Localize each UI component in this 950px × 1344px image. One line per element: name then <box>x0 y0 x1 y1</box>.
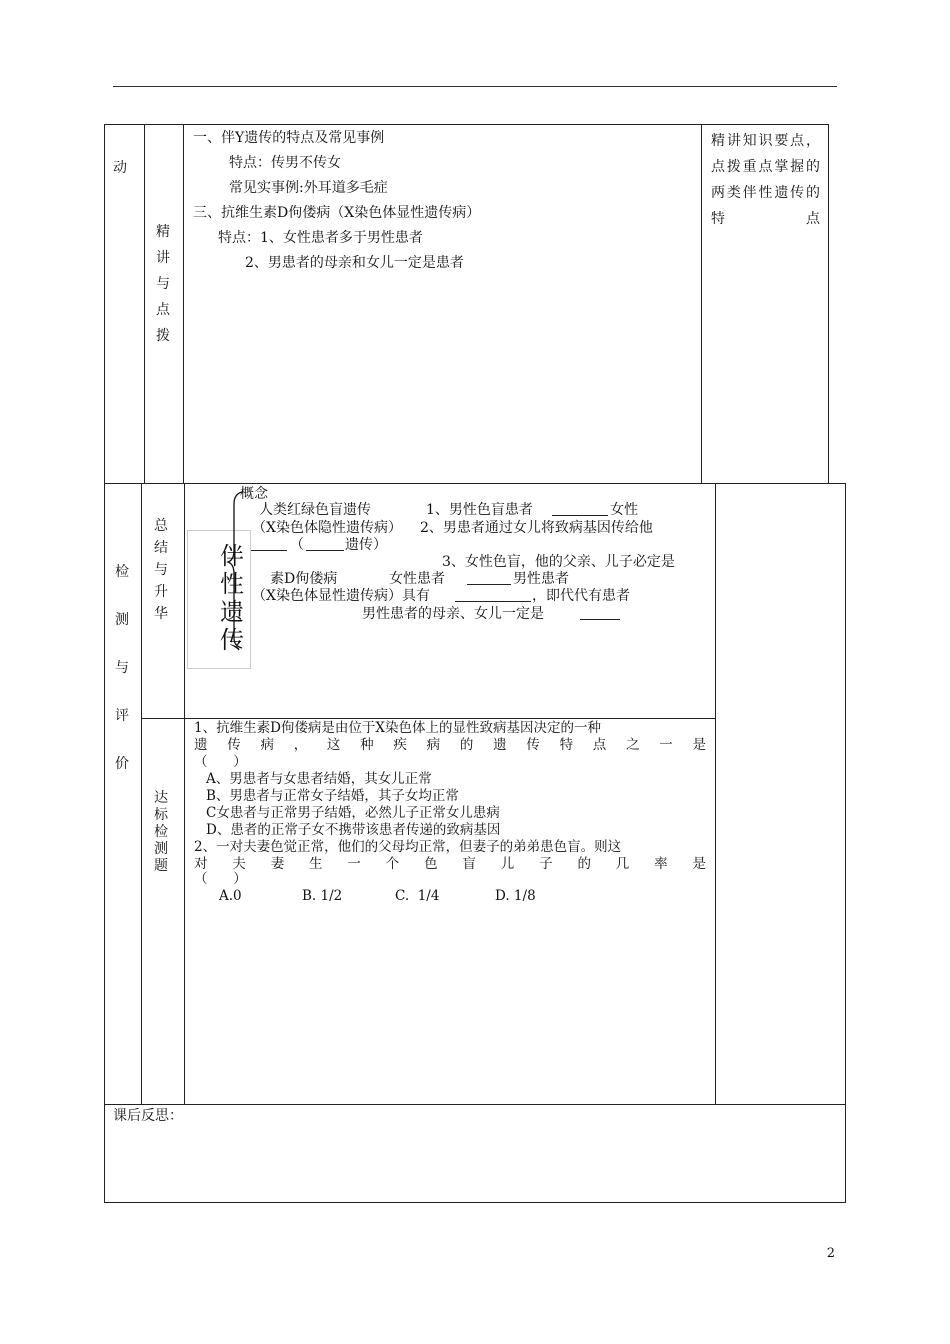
test-label: 达标检测题 <box>154 790 168 874</box>
header-rule <box>113 86 837 87</box>
section1-line: 三、抗维生素D佝偻病（X染色体显性遗传病） <box>193 205 481 221</box>
summary-label: 总结与升华 <box>154 518 168 622</box>
mindmap-row2a: （X染色体隐性遗传病） <box>252 520 402 536</box>
reflection-label: 课后反思： <box>113 1108 183 1124</box>
mindmap-row1b: 1、男性色盲患者 <box>426 502 533 518</box>
q1-text: 遗传病，这种疾病的遗传特点之一是 <box>194 737 706 753</box>
section1-line: 特点：1、女性患者多于男性患者 <box>218 230 423 246</box>
q2-option: A.0 <box>219 888 242 904</box>
mindmap-row5c: 男性患者 <box>513 571 569 587</box>
q1-option: B、男患者与正常女子结婚，其子女均正常 <box>206 788 459 804</box>
q2-text: 对夫妻生一个色盲儿子的几率是 <box>194 856 706 872</box>
q1-option: D、患者的正常子女不携带该患者传递的致病基因 <box>206 822 501 838</box>
mindmap-row5b: 女性患者 <box>389 571 445 587</box>
page-number: 2 <box>826 1246 835 1261</box>
section1-left-label: 动 <box>113 160 127 176</box>
section2-left-label: 检测与评价 <box>115 564 129 772</box>
mindmap-row6a: （X染色体显性遗传病）具有 <box>252 588 430 604</box>
q2-answer-paren: （ ） <box>194 871 247 887</box>
concept-label: 概念 <box>240 486 268 502</box>
mindmap-title: 伴性遗传 <box>220 542 244 654</box>
mindmap-row6b: ，即代代有患者 <box>532 588 630 604</box>
q1-option: C女患者与正常男子结婚，必然儿子正常女儿患病 <box>206 805 500 821</box>
fill-blank[interactable] <box>580 605 620 620</box>
fill-blank[interactable] <box>306 536 344 551</box>
fill-blank[interactable] <box>455 587 531 602</box>
q1-text: 1、抗维生素D佝偻病是由位于X染色体上的显性致病基因决定的一种 <box>194 720 602 736</box>
q1-option: A、男患者与女患者结婚，其女儿正常 <box>206 771 432 787</box>
mindmap-row3a: （ <box>290 537 304 553</box>
mindmap-row2b: 2、男患者通过女儿将致病基因传给他 <box>420 520 653 536</box>
section1-line: 常见实事例:外耳道多毛症 <box>229 180 388 196</box>
q2-option: C. 1/4 <box>395 888 440 904</box>
mindmap-row7: 男性患者的母亲、女儿一定是 <box>362 606 544 622</box>
fill-blank[interactable] <box>467 570 511 585</box>
mindmap-row3b: 遗传） <box>345 537 387 553</box>
fill-blank[interactable] <box>251 536 287 551</box>
q1-answer-paren: （ ） <box>194 754 247 770</box>
q2-text: 2、一对夫妻色觉正常，他们的父母均正常，但妻子的弟弟患色盲。则这 <box>194 839 622 855</box>
section1-sub-label: 精讲与点拨 <box>156 224 170 344</box>
section1-line: 2、男患者的母亲和女儿一定是患者 <box>245 255 464 271</box>
q2-option: D. 1/8 <box>495 888 536 904</box>
fill-blank[interactable] <box>552 501 608 516</box>
section1-line: 一、伴Y遗传的特点及常见事例 <box>193 130 385 146</box>
mindmap-row1a: 人类红绿色盲遗传 <box>259 502 371 518</box>
mindmap-row5a: 素D佝偻病 <box>270 571 338 587</box>
mindmap-row1c: 女性 <box>610 502 638 518</box>
q2-option: B. 1/2 <box>302 888 343 904</box>
section1-note: 精讲知识要点，点拨重点掌握的两类伴性遗传的特点 <box>711 133 820 227</box>
section1-line: 特点：传男不传女 <box>229 155 341 171</box>
brace-icon <box>226 490 244 650</box>
mindmap-row4: 3、女性色盲，他的父亲、儿子必定是 <box>442 554 675 570</box>
